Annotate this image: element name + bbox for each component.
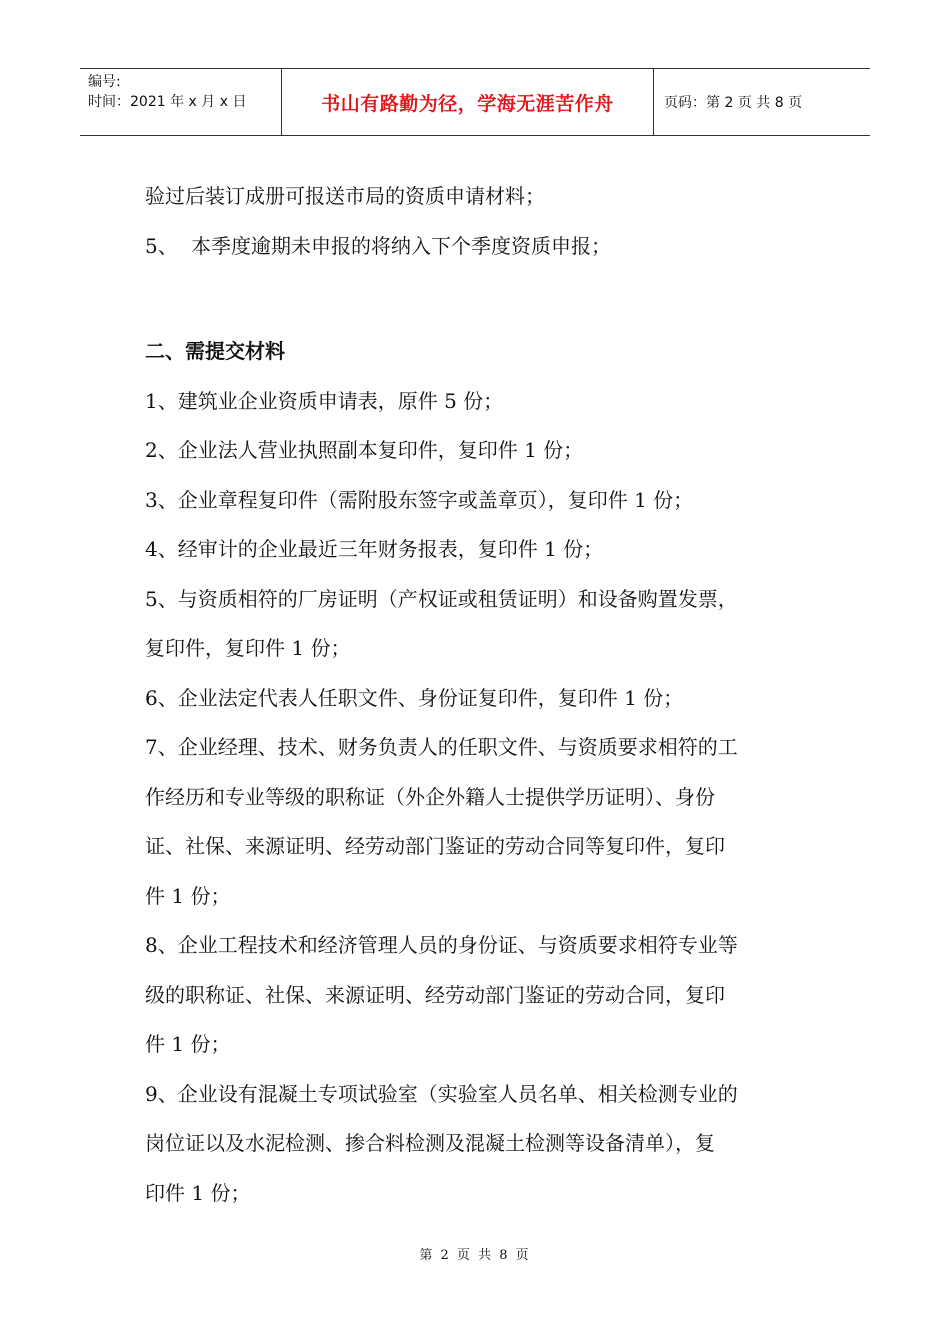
header-page-cell (654, 69, 870, 135)
document-body (145, 172, 815, 1218)
material-line: 3、企业章程复印件（需附股东签字或盖章页），复印件 1 份； (145, 487, 694, 512)
header-meta (80, 69, 282, 135)
paragraph-gap (145, 271, 815, 327)
header-motto: 书山有路勤为径，学海无涯苦作舟 (321, 92, 614, 115)
notice-item-5-number: 5、 (145, 233, 178, 258)
document-number-label: 编号: (88, 74, 121, 90)
material-line: 件 1 份； (145, 883, 231, 908)
material-line: 作经历和专业等级的职称证（外企外籍人士提供学历证明）、身份 (145, 784, 715, 809)
page-footer: 第 2 页 共 8 页 (419, 1248, 531, 1263)
notice-item-5-text: 本季度逾期未申报的将纳入下个季度资质申报； (191, 233, 611, 258)
document-date-label: 时间：2021 年 x 月 x 日 (88, 94, 247, 110)
material-line: 证、社保、来源证明、经劳动部门鉴证的劳动合同等复印件，复印 (145, 834, 725, 858)
material-line: 件 1 份； (145, 1032, 231, 1056)
material-line: 岗位证以及水泥检测、掺合料检测及混凝土检测等设备清单），复 (145, 1131, 715, 1155)
material-line: 8、企业工程技术和经济管理人员的身份证、与资质要求相符专业等 (145, 933, 738, 957)
material-line: 9、企业设有混凝土专项试验室（实验室人员名单、相关检测专业的 (145, 1081, 738, 1106)
notice-item-5 (145, 222, 815, 272)
material-line: 2、企业法人营业执照副本复印件，复印件 1 份； (145, 438, 584, 462)
material-line: 4、经审计的企业最近三年财务报表，复印件 1 份； (145, 537, 604, 561)
material-line: 复印件，复印件 1 份； (145, 636, 351, 660)
material-line: 1、建筑业企业资质申请表，原件 5 份； (145, 388, 504, 413)
material-line: 6、企业法定代表人任职文件、身份证复印件，复印件 1 份； (145, 685, 684, 710)
page-header (80, 68, 870, 136)
material-line: 5、与资质相符的厂房证明（产权证或租赁证明）和设备购置发票， (145, 586, 738, 611)
material-line: 印件 1 份； (145, 1180, 251, 1205)
material-line: 级的职称证、社保、来源证明、经劳动部门鉴证的劳动合同，复印 (145, 982, 725, 1007)
header-page-number: 页码：第 2 页 共 8 页 (664, 95, 803, 111)
material-line: 7、企业经理、技术、财务负责人的任职文件、与资质要求相符的工 (145, 735, 738, 759)
section-title: 二、需提交材料 (145, 339, 285, 363)
header-motto-cell (282, 69, 654, 135)
continuation-line: 验过后装订成册可报送市局的资质申请材料； (145, 184, 545, 208)
